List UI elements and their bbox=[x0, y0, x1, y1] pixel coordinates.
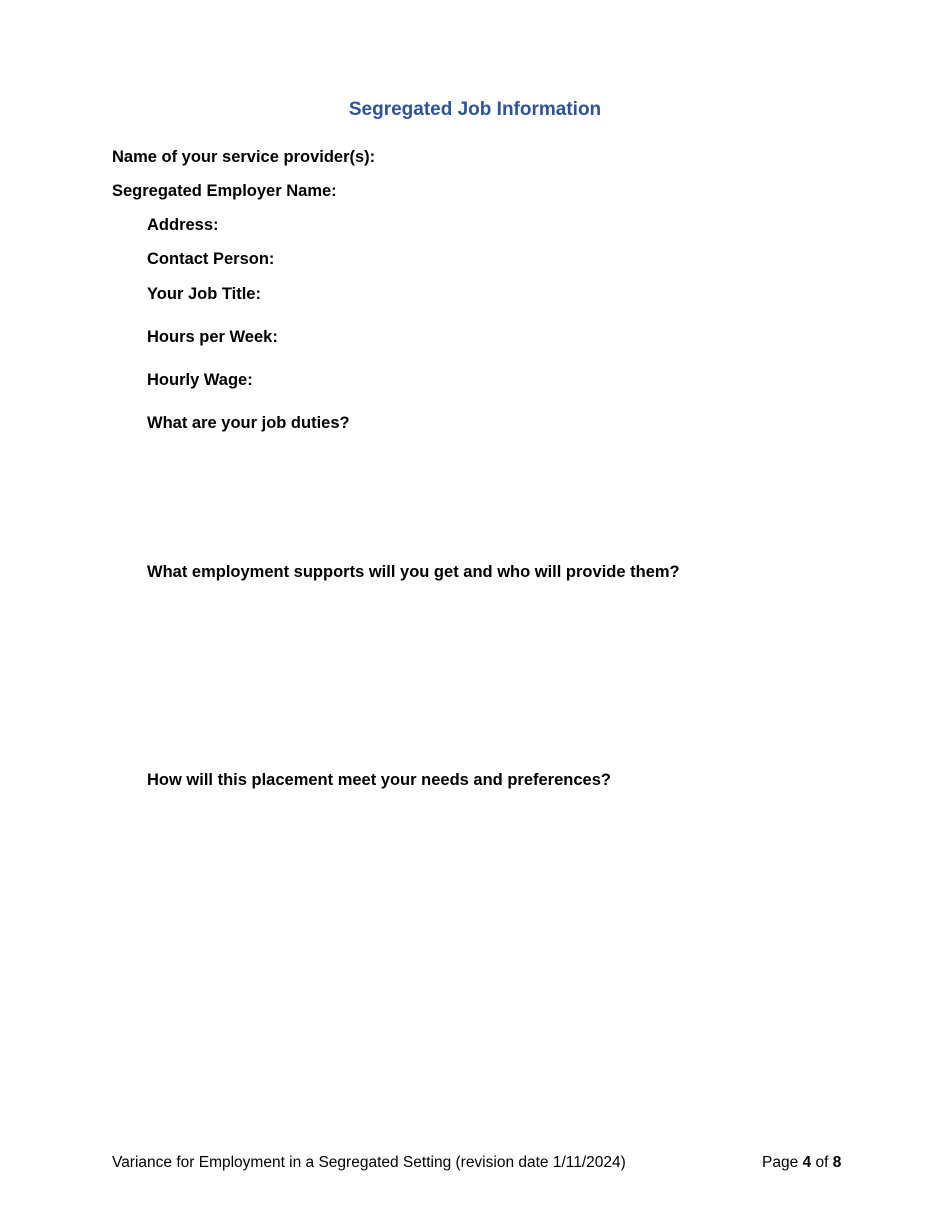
employer-name-label: Segregated Employer Name: bbox=[112, 182, 337, 200]
employment-supports-label: What employment supports will you get and who will provide them? bbox=[147, 563, 680, 581]
contact-person-label: Contact Person: bbox=[147, 250, 275, 268]
page-of: of bbox=[815, 1154, 829, 1171]
service-provider-label: Name of your service provider(s): bbox=[112, 148, 376, 166]
page-title: Segregated Job Information bbox=[348, 99, 602, 120]
footer-form-name: Variance for Employment in a Segregated Setting (revision date 1/11/2024) bbox=[112, 1154, 626, 1171]
address-label: Address: bbox=[147, 216, 219, 234]
page-total: 8 bbox=[832, 1154, 842, 1171]
page-current: 4 bbox=[802, 1154, 812, 1171]
page-prefix: Page bbox=[762, 1154, 799, 1171]
job-title-label: Your Job Title: bbox=[147, 285, 261, 303]
footer-page-number bbox=[762, 1154, 841, 1172]
hours-per-week-label: Hours per Week: bbox=[147, 328, 278, 346]
hourly-wage-label: Hourly Wage: bbox=[147, 371, 253, 389]
job-duties-label: What are your job duties? bbox=[147, 414, 350, 432]
needs-preferences-label: How will this placement meet your needs and preferences? bbox=[147, 771, 611, 789]
